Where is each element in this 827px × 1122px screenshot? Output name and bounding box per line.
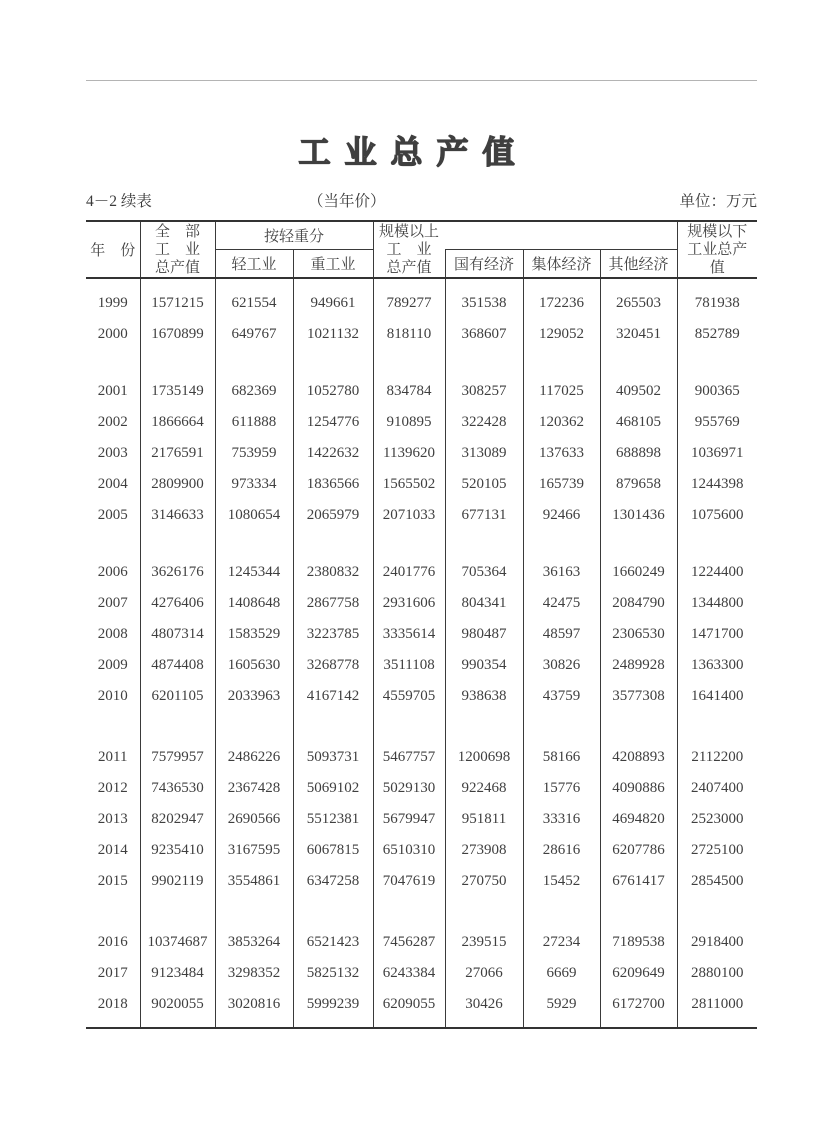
page-top-rule: [86, 80, 757, 81]
value-cell: 2489928: [600, 650, 677, 681]
spacer-cell: [86, 350, 140, 376]
spacer-cell: [86, 531, 140, 557]
value-cell: 308257: [445, 376, 523, 407]
value-cell: 3853264: [215, 927, 293, 958]
spacer-row: [86, 897, 757, 927]
value-cell: 9020055: [140, 989, 215, 1020]
year-cell: 2013: [97, 811, 128, 827]
value-cell: 705364: [445, 557, 523, 588]
value-cell: 951811: [445, 804, 523, 835]
value-cell: 677131: [445, 500, 523, 531]
table-row: [86, 288, 757, 319]
value-cell: 6243384: [373, 958, 445, 989]
value-cell: 955769: [677, 407, 757, 438]
value-cell: 5825132: [293, 958, 373, 989]
value-cell: 1075600: [677, 500, 757, 531]
table-row: [86, 469, 757, 500]
value-cell: 1254776: [293, 407, 373, 438]
table-row: [86, 407, 757, 438]
value-cell: 15452: [523, 866, 600, 897]
value-cell: 2880100: [677, 958, 757, 989]
value-cell: 4208893: [600, 742, 677, 773]
header-above-line3: 总产值: [386, 259, 432, 276]
spacer-cell: [600, 1020, 677, 1028]
spacer-cell: [523, 350, 600, 376]
year-cell: 2017: [97, 965, 128, 981]
spacer-cell: [215, 712, 293, 742]
value-cell: 1036971: [677, 438, 757, 469]
value-cell: 2033963: [215, 681, 293, 712]
value-cell: 4167142: [293, 681, 373, 712]
spacer-cell: [677, 531, 757, 557]
table-row: [86, 804, 757, 835]
value-cell: 5679947: [373, 804, 445, 835]
year-cell: 2008: [97, 626, 128, 642]
spacer-cell: [600, 350, 677, 376]
value-cell: 6347258: [293, 866, 373, 897]
value-cell: 2867758: [293, 588, 373, 619]
table-row: [86, 866, 757, 897]
value-cell: 2931606: [373, 588, 445, 619]
value-cell: 1422632: [293, 438, 373, 469]
year-cell: 2010: [97, 688, 128, 704]
table-row: [86, 557, 757, 588]
spacer-cell: [373, 1020, 445, 1028]
value-cell: 4276406: [140, 588, 215, 619]
value-cell: 834784: [373, 376, 445, 407]
value-cell: 1836566: [293, 469, 373, 500]
value-cell: 2811000: [677, 989, 757, 1020]
value-cell: 9235410: [140, 835, 215, 866]
value-cell: 3511108: [373, 650, 445, 681]
spacer-cell: [677, 712, 757, 742]
value-cell: 980487: [445, 619, 523, 650]
value-cell: 129052: [523, 319, 600, 350]
value-cell: 2809900: [140, 469, 215, 500]
value-cell: 973334: [215, 469, 293, 500]
value-cell: 28616: [523, 835, 600, 866]
value-cell: 6067815: [293, 835, 373, 866]
value-cell: 938638: [445, 681, 523, 712]
value-cell: 165739: [523, 469, 600, 500]
page-title: 工业总产值: [298, 134, 529, 170]
value-cell: 2523000: [677, 804, 757, 835]
value-cell: 1565502: [373, 469, 445, 500]
value-cell: 368607: [445, 319, 523, 350]
value-cell: 6207786: [600, 835, 677, 866]
value-cell: 3268778: [293, 650, 373, 681]
table-number: 4－2 续表: [86, 193, 152, 210]
year-cell: 2002: [97, 414, 128, 430]
value-cell: 2918400: [677, 927, 757, 958]
value-cell: 273908: [445, 835, 523, 866]
spacer-cell: [86, 712, 140, 742]
spacer-cell: [140, 1020, 215, 1028]
header-below-line3: 值: [709, 259, 725, 276]
spacer-cell: [373, 712, 445, 742]
value-cell: 3577308: [600, 681, 677, 712]
value-cell: 58166: [523, 742, 600, 773]
value-cell: 6172700: [600, 989, 677, 1020]
spacer-row: [86, 350, 757, 376]
value-cell: 27234: [523, 927, 600, 958]
value-cell: 7047619: [373, 866, 445, 897]
spacer-cell: [86, 278, 140, 288]
header-above-line2: 工 业: [386, 241, 432, 258]
table-row: [86, 588, 757, 619]
spacer-cell: [523, 1020, 600, 1028]
value-cell: 1471700: [677, 619, 757, 650]
value-cell: 789277: [373, 288, 445, 319]
year-cell: 2014: [97, 842, 128, 858]
table-row: [86, 681, 757, 712]
table-row: [86, 438, 757, 469]
value-cell: 1866664: [140, 407, 215, 438]
value-cell: 3167595: [215, 835, 293, 866]
value-cell: 7189538: [600, 927, 677, 958]
value-cell: 5029130: [373, 773, 445, 804]
value-cell: 2690566: [215, 804, 293, 835]
value-cell: 322428: [445, 407, 523, 438]
spacer-cell: [293, 1020, 373, 1028]
value-cell: 30426: [445, 989, 523, 1020]
table-header: [86, 221, 757, 278]
spacer-cell: [86, 1020, 140, 1028]
value-cell: 753959: [215, 438, 293, 469]
caption-row: [86, 189, 757, 211]
value-cell: 172236: [523, 288, 600, 319]
value-cell: 804341: [445, 588, 523, 619]
header-above-line1: 规模以上: [379, 223, 440, 240]
value-cell: 910895: [373, 407, 445, 438]
value-cell: 649767: [215, 319, 293, 350]
header-heavy-industry: 重工业: [293, 249, 373, 278]
value-cell: 10374687: [140, 927, 215, 958]
value-cell: 4807314: [140, 619, 215, 650]
table-row: [86, 319, 757, 350]
value-cell: 7456287: [373, 927, 445, 958]
spacer-row: [86, 531, 757, 557]
spacer-cell: [677, 1020, 757, 1028]
value-cell: 1344800: [677, 588, 757, 619]
unit-note: 单位：万元: [679, 193, 757, 210]
value-cell: 621554: [215, 288, 293, 319]
year-cell: 2005: [97, 507, 128, 523]
value-cell: 270750: [445, 866, 523, 897]
value-cell: 3335614: [373, 619, 445, 650]
table-row: [86, 619, 757, 650]
spacer-cell: [293, 897, 373, 927]
value-cell: 313089: [445, 438, 523, 469]
spacer-cell: [140, 350, 215, 376]
header-total-industry: [140, 221, 215, 278]
table-row: [86, 989, 757, 1020]
spacer-cell: [215, 1020, 293, 1028]
header-above-scale: [373, 221, 445, 278]
table-row: [86, 958, 757, 989]
value-cell: 2306530: [600, 619, 677, 650]
header-below-line2: 工业总产: [687, 241, 748, 258]
value-cell: 5069102: [293, 773, 373, 804]
table-row: [86, 650, 757, 681]
header-light-industry: 轻工业: [215, 249, 293, 278]
value-cell: 2401776: [373, 557, 445, 588]
table-row: [86, 376, 757, 407]
spacer-cell: [600, 712, 677, 742]
spacer-cell: [445, 278, 523, 288]
value-cell: 468105: [600, 407, 677, 438]
year-cell: 2004: [97, 476, 128, 492]
value-cell: 900365: [677, 376, 757, 407]
spacer-cell: [215, 897, 293, 927]
value-cell: 3146633: [140, 500, 215, 531]
spacer-cell: [677, 350, 757, 376]
value-cell: 4090886: [600, 773, 677, 804]
table-row: [86, 773, 757, 804]
value-cell: 320451: [600, 319, 677, 350]
value-cell: 5093731: [293, 742, 373, 773]
value-cell: 3020816: [215, 989, 293, 1020]
value-cell: 92466: [523, 500, 600, 531]
value-cell: 8202947: [140, 804, 215, 835]
value-cell: 265503: [600, 288, 677, 319]
spacer-cell: [293, 350, 373, 376]
value-cell: 9123484: [140, 958, 215, 989]
spacer-cell: [140, 712, 215, 742]
value-cell: 42475: [523, 588, 600, 619]
header-total-line1: 全 部: [154, 223, 200, 240]
spacer-cell: [600, 278, 677, 288]
year-cell: 2007: [97, 595, 128, 611]
value-cell: 879658: [600, 469, 677, 500]
value-cell: 3298352: [215, 958, 293, 989]
value-cell: 2380832: [293, 557, 373, 588]
year-cell: 2011: [98, 749, 128, 765]
value-cell: 48597: [523, 619, 600, 650]
value-cell: 239515: [445, 927, 523, 958]
header-below-line1: 规模以下: [687, 223, 748, 240]
industrial-output-table: [86, 220, 757, 1029]
table-row: [86, 835, 757, 866]
value-cell: 3554861: [215, 866, 293, 897]
spacer-cell: [445, 897, 523, 927]
spacer-cell: [523, 712, 600, 742]
value-cell: 1139620: [373, 438, 445, 469]
header-year: 年 份: [86, 221, 140, 278]
spacer-cell: [523, 897, 600, 927]
value-cell: 2176591: [140, 438, 215, 469]
year-cell: 2003: [97, 445, 128, 461]
spacer-row: [86, 712, 757, 742]
spacer-cell: [215, 278, 293, 288]
spacer-cell: [215, 531, 293, 557]
spacer-cell: [445, 531, 523, 557]
value-cell: 1245344: [215, 557, 293, 588]
value-cell: 1735149: [140, 376, 215, 407]
value-cell: 6510310: [373, 835, 445, 866]
spacer-cell: [677, 278, 757, 288]
value-cell: 36163: [523, 557, 600, 588]
year-cell: 2015: [97, 873, 128, 889]
value-cell: 3626176: [140, 557, 215, 588]
value-cell: 1363300: [677, 650, 757, 681]
value-cell: 2367428: [215, 773, 293, 804]
spacer-cell: [445, 1020, 523, 1028]
header-total-line2: 工 业: [154, 241, 200, 258]
value-cell: 9902119: [140, 866, 215, 897]
spacer-cell: [600, 531, 677, 557]
value-cell: 2065979: [293, 500, 373, 531]
value-cell: 33316: [523, 804, 600, 835]
spacer-cell: [373, 350, 445, 376]
value-cell: 2084790: [600, 588, 677, 619]
value-cell: 1670899: [140, 319, 215, 350]
value-cell: 949661: [293, 288, 373, 319]
header-below-scale: [677, 221, 757, 278]
value-cell: 6761417: [600, 866, 677, 897]
value-cell: 1021132: [293, 319, 373, 350]
value-cell: 990354: [445, 650, 523, 681]
spacer-cell: [373, 531, 445, 557]
header-above-scale-spacer: [445, 221, 677, 249]
spacer-cell: [86, 897, 140, 927]
value-cell: 6521423: [293, 927, 373, 958]
value-cell: 43759: [523, 681, 600, 712]
value-cell: 1200698: [445, 742, 523, 773]
value-cell: 781938: [677, 288, 757, 319]
value-cell: 7579957: [140, 742, 215, 773]
spacer-cell: [293, 712, 373, 742]
value-cell: 5512381: [293, 804, 373, 835]
value-cell: 3223785: [293, 619, 373, 650]
value-cell: 4559705: [373, 681, 445, 712]
spacer-cell: [140, 278, 215, 288]
value-cell: 818110: [373, 319, 445, 350]
header-state-owned: 国有经济: [445, 249, 523, 278]
value-cell: 1408648: [215, 588, 293, 619]
spacer-cell: [140, 897, 215, 927]
price-note: （当年价）: [308, 193, 386, 210]
spacer-cell: [445, 712, 523, 742]
value-cell: 688898: [600, 438, 677, 469]
spacer-cell: [293, 278, 373, 288]
table-row: [86, 927, 757, 958]
table-row: [86, 500, 757, 531]
value-cell: 682369: [215, 376, 293, 407]
pad-row: [86, 278, 757, 288]
spacer-cell: [445, 350, 523, 376]
table-body: [86, 278, 757, 1028]
value-cell: 1641400: [677, 681, 757, 712]
spacer-cell: [523, 531, 600, 557]
value-cell: 409502: [600, 376, 677, 407]
value-cell: 1224400: [677, 557, 757, 588]
value-cell: 1605630: [215, 650, 293, 681]
header-other-economy: 其他经济: [600, 249, 677, 278]
value-cell: 137633: [523, 438, 600, 469]
spacer-cell: [600, 897, 677, 927]
value-cell: 2854500: [677, 866, 757, 897]
value-cell: 1080654: [215, 500, 293, 531]
value-cell: 520105: [445, 469, 523, 500]
value-cell: 611888: [215, 407, 293, 438]
header-collective: 集体经济: [523, 249, 600, 278]
value-cell: 2725100: [677, 835, 757, 866]
value-cell: 6669: [523, 958, 600, 989]
spacer-cell: [215, 350, 293, 376]
value-cell: 2407400: [677, 773, 757, 804]
spacer-cell: [293, 531, 373, 557]
value-cell: 5999239: [293, 989, 373, 1020]
spacer-cell: [677, 897, 757, 927]
value-cell: 6209055: [373, 989, 445, 1020]
header-total-line3: 总产值: [154, 259, 200, 276]
value-cell: 27066: [445, 958, 523, 989]
value-cell: 5467757: [373, 742, 445, 773]
header-by-light-heavy: 按轻重分: [215, 221, 373, 249]
year-cell: 1999: [97, 295, 128, 311]
value-cell: 30826: [523, 650, 600, 681]
value-cell: 2071033: [373, 500, 445, 531]
year-cell: 2001: [97, 383, 128, 399]
value-cell: 2486226: [215, 742, 293, 773]
value-cell: 1583529: [215, 619, 293, 650]
value-cell: 852789: [677, 319, 757, 350]
value-cell: 922468: [445, 773, 523, 804]
year-cell: 2009: [97, 657, 128, 673]
table-row: [86, 742, 757, 773]
value-cell: 15776: [523, 773, 600, 804]
value-cell: 6201105: [140, 681, 215, 712]
value-cell: 2112200: [677, 742, 757, 773]
spacer-cell: [140, 531, 215, 557]
value-cell: 4874408: [140, 650, 215, 681]
value-cell: 120362: [523, 407, 600, 438]
value-cell: 1244398: [677, 469, 757, 500]
year-cell: 2018: [97, 996, 128, 1012]
spacer-cell: [523, 278, 600, 288]
year-cell: 2006: [97, 564, 128, 580]
value-cell: 1301436: [600, 500, 677, 531]
value-cell: 1660249: [600, 557, 677, 588]
value-cell: 6209649: [600, 958, 677, 989]
value-cell: 7436530: [140, 773, 215, 804]
value-cell: 117025: [523, 376, 600, 407]
value-cell: 1571215: [140, 288, 215, 319]
value-cell: 4694820: [600, 804, 677, 835]
year-cell: 2016: [97, 934, 128, 950]
value-cell: 1052780: [293, 376, 373, 407]
value-cell: 5929: [523, 989, 600, 1020]
spacer-cell: [373, 278, 445, 288]
year-cell: 2012: [97, 780, 128, 796]
year-cell: 2000: [97, 326, 128, 342]
spacer-cell: [373, 897, 445, 927]
pad-row: [86, 1020, 757, 1028]
value-cell: 351538: [445, 288, 523, 319]
